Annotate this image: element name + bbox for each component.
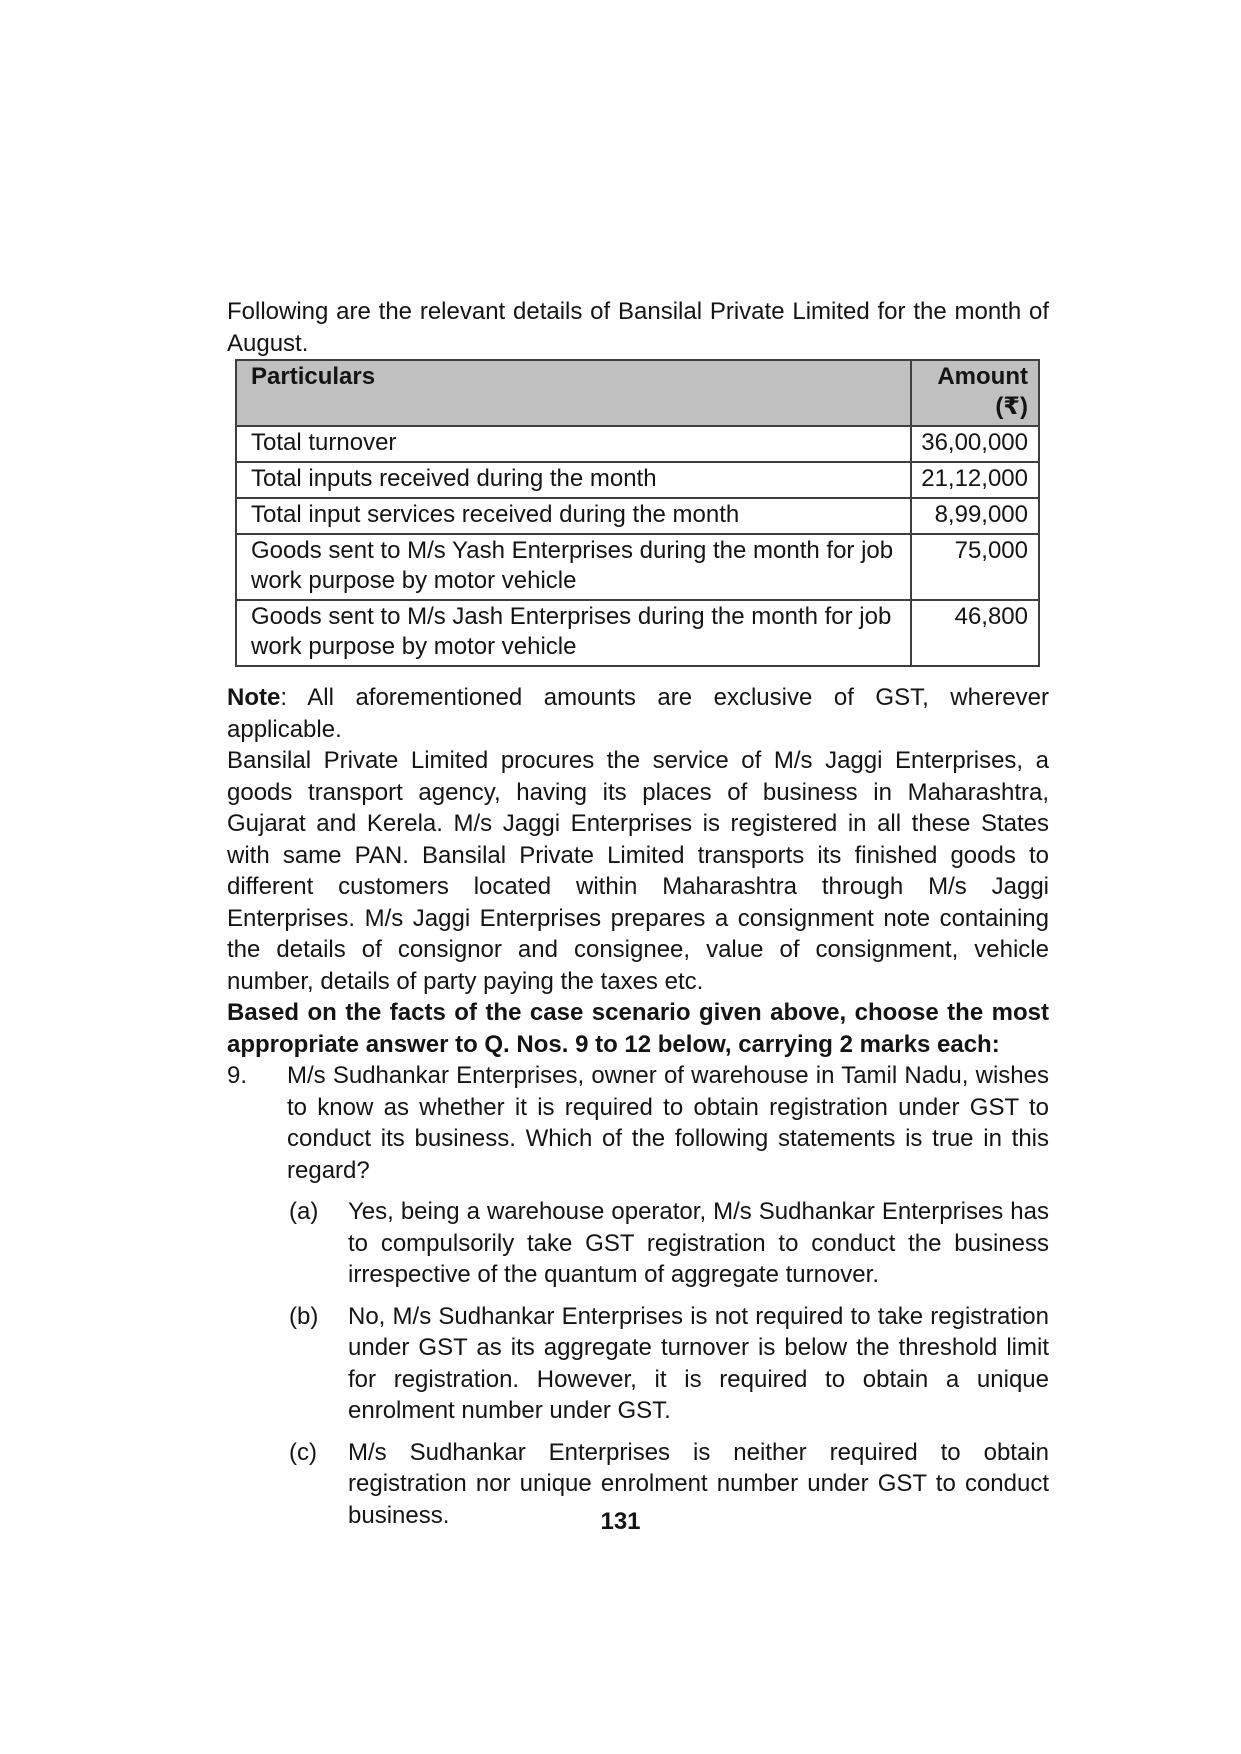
option-b xyxy=(289,1301,1049,1427)
note-label: Note xyxy=(227,684,281,711)
table-row xyxy=(236,534,1039,600)
table-header-amount: Amount (₹) xyxy=(911,360,1039,426)
table-row xyxy=(236,600,1039,666)
particulars-cell: Total inputs received during the month xyxy=(236,462,911,498)
intro-paragraph: Following are the relevant details of Bansilal Private Limited for the month of August. xyxy=(227,298,1049,357)
note-paragraph xyxy=(227,682,1049,745)
amount-cell: 8,99,000 xyxy=(911,498,1039,534)
option-a-text: Yes, being a warehouse operator, M/s Sudhankar Enterprises has to compulsorily take GST registration to conduct the business irrespective of the quantum of aggregate turnover. xyxy=(348,1198,1049,1288)
option-a-label: (a) xyxy=(289,1198,319,1225)
table-row xyxy=(236,498,1039,534)
particulars-cell: Goods sent to M/s Jash Enterprises during the month for job work purpose by motor vehicle xyxy=(236,600,911,666)
note-text: : All aforementioned amounts are exclusive of GST, wherever applicable. xyxy=(227,684,1049,743)
particulars-cell: Total turnover xyxy=(236,426,911,462)
particulars-cell: Goods sent to M/s Yash Enterprises during the month for job work purpose by motor vehicle xyxy=(236,534,911,600)
option-b-text: No, M/s Sudhankar Enterprises is not required to take registration under GST as its aggregate turnover is below the threshold limit for registration. However, it is required to obtain a unique enrolment number under GST. xyxy=(348,1302,1049,1424)
instruction-paragraph: Based on the facts of the case scenario given above, choose the most appropriate answer to Q. Nos. 9 to 12 below, carrying 2 marks each: xyxy=(227,999,1049,1058)
question-number: 9. xyxy=(227,1062,248,1089)
question-text: M/s Sudhankar Enterprises, owner of warehouse in Tamil Nadu, wishes to know as whether it is required to obtain registration under GST to conduct its business. Which of the following statements is true in this regard? xyxy=(287,1062,1049,1184)
option-c-text: M/s Sudhankar Enterprises is neither required to obtain registration nor unique enrolment number under GST to conduct business. xyxy=(348,1438,1049,1529)
amount-cell: 46,800 xyxy=(911,600,1039,666)
question-9 xyxy=(227,1060,1049,1186)
particulars-cell: Total input services received during the month xyxy=(236,498,911,534)
document-content xyxy=(227,296,1049,1541)
case-scenario-paragraph: Bansilal Private Limited procures the service of M/s Jaggi Enterprises, a goods transport agency, having its places of business in Maharashtra, Gujarat and Kerela. M/s Jaggi Enterprises is registered in all these States with same PAN. Bansilal Private Limited transports its finished goods to different customers located within Maharashtra through M/s Jaggi Enterprises. M/s Jaggi Enterprises prepares a consignment note containing the details of consignor and consignee, value of consignment, vehicle number, details of party paying the taxes etc. xyxy=(227,747,1049,995)
amount-cell: 75,000 xyxy=(911,534,1039,600)
table-row xyxy=(236,426,1039,462)
amount-cell: 21,12,000 xyxy=(911,462,1039,498)
page-number: 131 xyxy=(600,1508,641,1535)
details-table xyxy=(235,359,1040,667)
table-header-row xyxy=(236,360,1039,426)
option-b-label: (b) xyxy=(289,1302,319,1330)
option-a xyxy=(289,1196,1049,1291)
option-c-label: (c) xyxy=(289,1438,317,1466)
amount-cell: 36,00,000 xyxy=(911,426,1039,462)
table-row xyxy=(236,462,1039,498)
table-header-particulars: Particulars xyxy=(236,360,911,426)
